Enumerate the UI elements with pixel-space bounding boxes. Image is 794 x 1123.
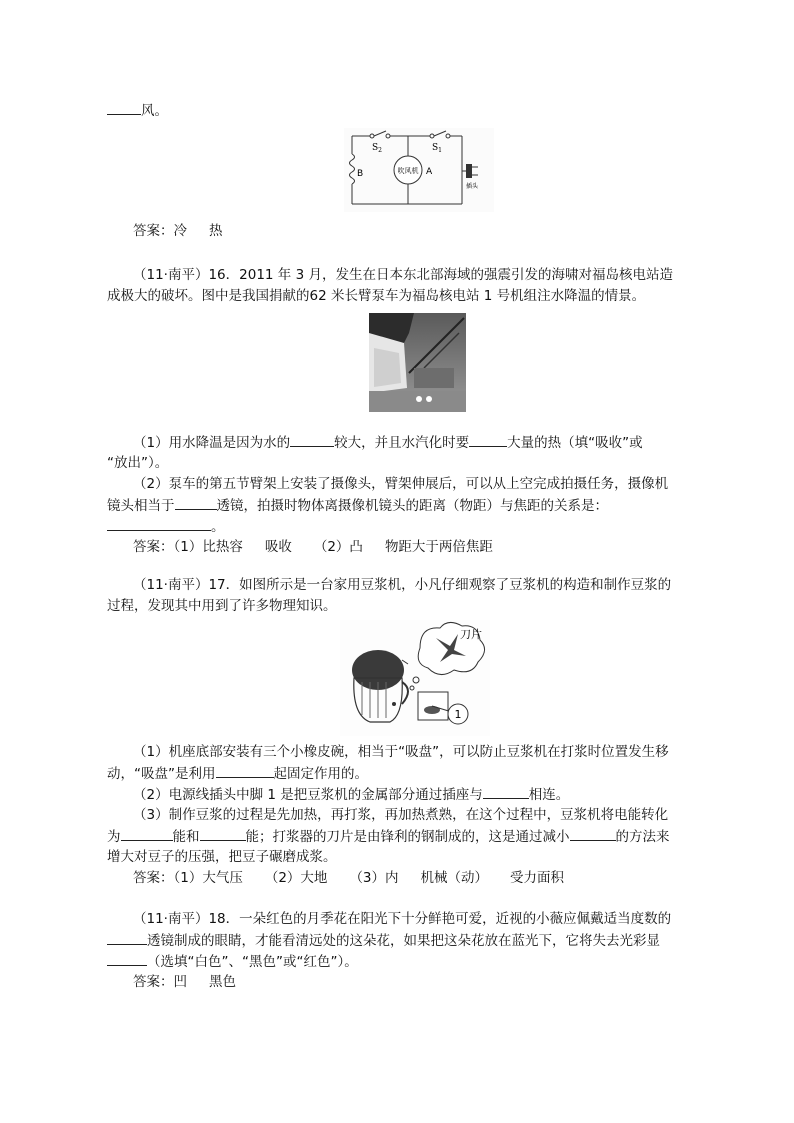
blank [216, 763, 274, 778]
q16-part2-line1: （2）泵车的第五节臂架上安装了摄像头，臂架伸展后，可以从上空完成拍摄任务，摄像机 [133, 476, 669, 492]
q17-part3-line2 [107, 826, 670, 847]
q18-stem-line3 [107, 951, 358, 972]
circuit-diagram [344, 128, 494, 212]
q15-answer [133, 221, 223, 241]
text: 。 [211, 519, 225, 535]
motor-label: 吹风机 [397, 167, 419, 175]
text: 透镜制成的眼睛，才能看清远处的这朵花，如果把这朵花放在蓝光下，它将失去光彩显 [147, 933, 660, 949]
q17-stem-line1: （11·南平）17．如图所示是一台家用豆浆机，小凡仔细观察了豆浆机的构造和制作豆浆的 [133, 577, 672, 593]
blank [290, 432, 334, 447]
text: 能和 [172, 829, 200, 845]
answer-item: （1）大气压 [173, 870, 243, 886]
answer-item: 受力面积 [510, 870, 565, 886]
q18-stem-line1: （11·南平）18．一朵红色的月季花在阳光下十分鲜艳可爱，近视的小薇应佩戴适当度数的 [133, 911, 672, 927]
blank [175, 495, 217, 510]
text: 镜头相当于 [107, 498, 175, 514]
answer-item: （3）内 [349, 870, 399, 886]
q16-part2-line2 [107, 495, 608, 516]
text: 为 [107, 829, 121, 845]
q17-part3-line1: （3）制作豆浆的过程是先加热，再打浆，再加热煮熟，在这个过程中，豆浆机将电能转化 [133, 807, 669, 823]
answer-label: 答案： [133, 223, 174, 239]
text: （2）电源线插头中脚 1 是把豆浆机的金属部分通过插座与 [133, 787, 483, 803]
answer-item: 物距大于两倍焦距 [384, 539, 493, 555]
q16-part1-line2: “放出”）。 [107, 455, 169, 471]
q16-part1-line1 [133, 432, 643, 453]
text: 透镜，拍摄时物体离摄像机镜头的距离（物距）与焦距的关系是： [216, 498, 608, 514]
blank [200, 826, 246, 841]
soymilk-maker-figure [340, 620, 490, 736]
text: 相连。 [528, 787, 570, 803]
answer-item: （2）大地 [264, 870, 328, 886]
answer-item: 吸收 [264, 539, 292, 555]
q17-part2-line [133, 784, 569, 805]
blank [107, 951, 147, 966]
blank [483, 784, 529, 799]
q15-tail-line [107, 100, 168, 121]
blank [107, 516, 211, 531]
blank [107, 930, 147, 945]
q17-part3-line3: 增大对豆子的压强，把豆子碾磨成浆。 [107, 849, 337, 865]
q16-stem-line2: 成极大的破坏。图中是我国捐献的62 米长臂泵车为福岛核电站 1 号机组注水降温的情景。 [107, 288, 646, 304]
plug-label: 插头 [466, 183, 479, 190]
q17-stem-line2: 过程，发现其中用到了许多物理知识。 [107, 598, 337, 614]
switch-s2-label: $S_2$ [372, 143, 382, 154]
text: （选填“白色”、“黑色”或“红色”）。 [147, 954, 358, 970]
q16-answer [133, 537, 493, 557]
answer-item: 黑色 [209, 974, 236, 990]
answer-item: （1）比热容 [173, 539, 243, 555]
q17-part1-line2 [107, 763, 368, 784]
answer-item: （2）凸 [313, 539, 363, 555]
pump-truck-photo [369, 313, 466, 412]
q17-part1-line1: （1）机座底部安装有三个小橡皮碗，相当于“吸盘”，可以防止豆浆机在打浆时位置发生移 [133, 744, 669, 760]
motor-a-label: A [426, 167, 433, 177]
answer-item: 机械（动） [420, 870, 489, 886]
text: 的方法来 [615, 829, 670, 845]
answer-item: 冷 [173, 223, 187, 239]
answer-label: 答案： [133, 539, 174, 555]
text: 能；打浆器的刀片是由锋利的钢制成的，这是通过减小 [245, 829, 570, 845]
q18-stem-line2 [107, 930, 660, 951]
q16-stem-line1: （11·南平）16．2011 年 3 月，发生在日本东北部海域的强震引发的海啸对福岛核电站造 [133, 267, 673, 283]
blank [570, 826, 616, 841]
text: 大量的热（填“吸收”或 [507, 435, 643, 451]
blank [121, 826, 173, 841]
answer-label: 答案： [133, 870, 174, 886]
answer-item: 凹 [173, 974, 187, 990]
text: 动，“吸盘”是利用 [107, 766, 216, 782]
blank [469, 432, 507, 447]
q16-part2-line3 [107, 516, 225, 537]
blank [107, 100, 141, 115]
answer-item: 热 [209, 223, 223, 239]
q15-tail-text: 风。 [141, 103, 168, 119]
text: 较大，并且水汽化时要 [334, 435, 470, 451]
text: （1）用水降温是因为水的 [133, 435, 291, 451]
q17-answer [133, 868, 564, 888]
switch-s1-label: $S_1$ [432, 143, 442, 154]
pin-label: 1 [454, 708, 462, 721]
q18-answer [133, 972, 236, 992]
blade-label: 刀片 [460, 628, 482, 641]
text: 起固定作用的。 [273, 766, 368, 782]
answer-label: 答案： [133, 974, 174, 990]
heater-b-label: B [357, 169, 364, 179]
